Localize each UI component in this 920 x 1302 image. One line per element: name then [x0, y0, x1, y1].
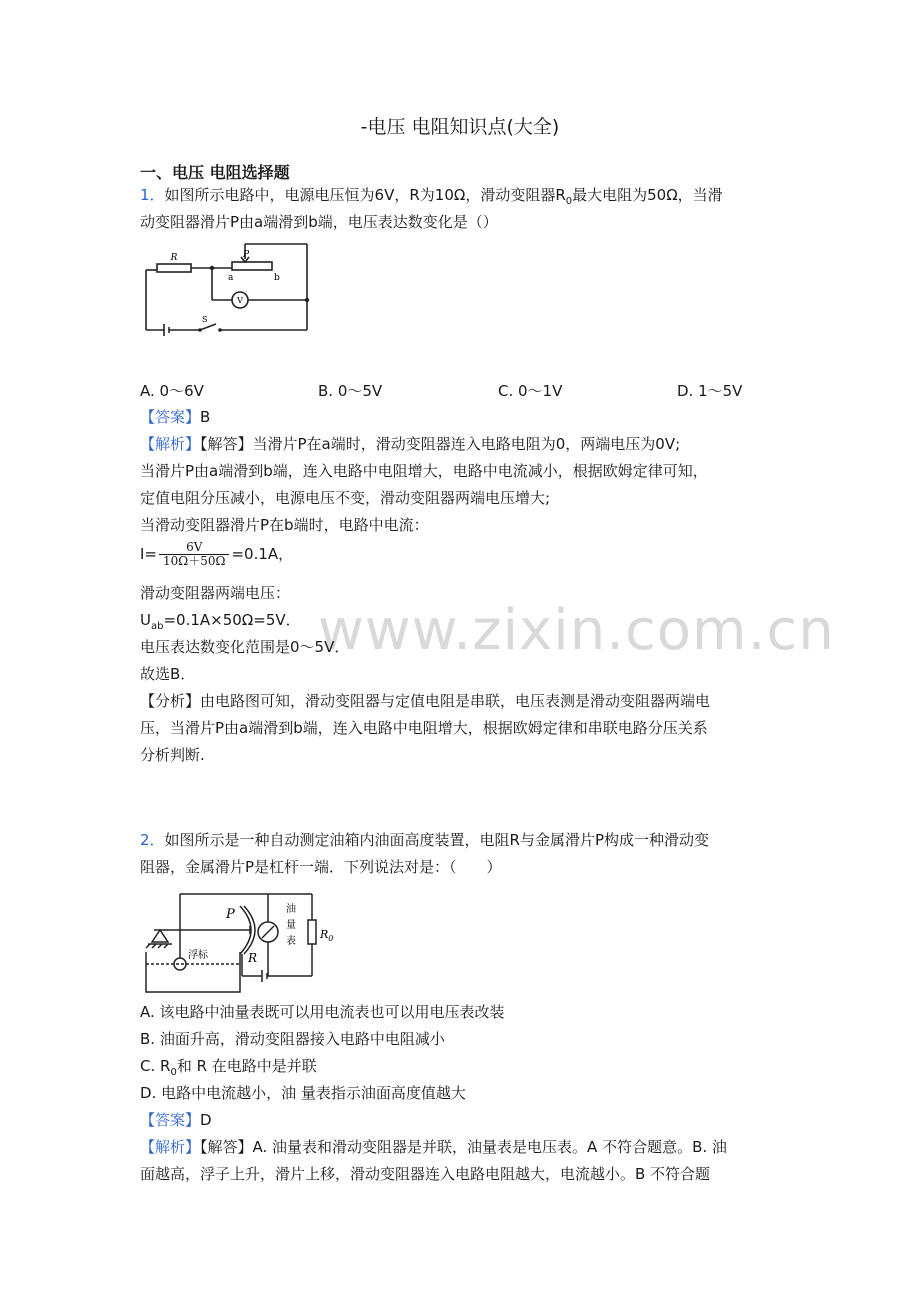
q2-analysis-line-2: 面越高，浮子上升，滑片上移，滑动变阻器连入电路电阻越大，电流越小。B 不符合题: [140, 1165, 711, 1183]
q1-rheostat: [232, 262, 272, 270]
q1-formula-voltage: $U_{ab}=0.1A\times 50\Omega=5V$．: [140, 611, 301, 632]
q1-analysis-line-6: 电压表达数变化范围是0～5V．: [140, 638, 350, 656]
q2-number: 2．: [140, 831, 165, 849]
q1-label-r: R: [170, 253, 178, 263]
q1-analysis-line-1: 【解析】【解答】当滑片P在a端时，滑动变阻器连入电路电阻为0，两端电压为0V;: [140, 435, 681, 453]
q1-analysis-line-3: 定值电阻分压减小，电源电压不变，滑动变阻器两端电压增大;: [140, 489, 551, 507]
q2-resistor-r0: [308, 920, 316, 944]
q1-option-b: B. 0～5V: [318, 382, 383, 400]
q1-analysis-line-7: 故选B．: [140, 665, 196, 683]
q1-label-b: b: [274, 273, 280, 283]
q2-answer-line: [140, 1109, 212, 1131]
q2-label-meter-3: 表: [286, 936, 296, 947]
watermark: www.zixin.com.cn: [318, 598, 835, 663]
q1-label-s: S: [202, 315, 208, 324]
q2-option-d: D. 电路中电流越小，油 量表指示油面高度值越大: [140, 1084, 466, 1102]
q1-resistor-r: [157, 264, 191, 272]
q1-fenxi-line-1: 【分析】由电路图可知，滑动变阻器与定值电阻是串联，电压表测是滑动变阻器两端电: [140, 692, 711, 710]
q1-number: 1．: [140, 186, 165, 204]
q1-answer-line: [140, 406, 210, 428]
section-heading: 一、电压 电阻选择题: [140, 163, 290, 182]
q2-label-meter-2: 量: [286, 920, 296, 931]
q2-float: [174, 958, 186, 970]
q2-analysis-tag: 【解析】: [140, 1138, 201, 1156]
q1-fraction: $\frac{6V}{10\Omega+50\Omega}$: [159, 541, 229, 568]
q1-answer: B: [200, 408, 211, 426]
q2-label-float: 浮标: [188, 950, 208, 961]
q1-analysis-line-4: 当滑动变阻器滑片P在b端时，电路中电流：: [140, 516, 429, 534]
q1-formula-current: I= $\frac{6V}{10\Omega+50\Omega}$ =0.1A，: [140, 540, 294, 568]
q2-option-b: B. 油面升高，滑动变阻器接入电路中电阻减小: [140, 1030, 445, 1048]
q2-option-a: A. 该电路中油量表既可以用电流表也可以用电压表改装: [140, 1003, 505, 1021]
q1-label-p: P: [243, 250, 250, 260]
q1-fenxi-line-3: 分析判断.: [140, 746, 205, 764]
q1-switch: [200, 324, 216, 330]
q1-analysis-tag: 【解析】: [140, 435, 201, 453]
q2-label-p: P: [226, 907, 235, 922]
q2-label-r0: $R_0$: [320, 928, 334, 943]
q1-label-v: V: [237, 296, 243, 305]
q1-answer-tag: 【答案】: [140, 408, 201, 426]
q2-option-c: C. $R_0$和 R 在电路中是并联: [140, 1057, 317, 1078]
q1-fenxi-line-2: 压，当滑片P由a端滑到b端，连入电路中电阻增大，根据欧姆定律和串联电路分压关系: [140, 719, 708, 737]
q1-option-a: A. 0～6V: [140, 382, 204, 400]
q1-analysis-line-2: 当滑片P由a端滑到b端，连入电路中电阻增大，电路中电流减小，根据欧姆定律可知，: [140, 462, 708, 480]
q2-analysis-line-1: 【解析】【解答】A. 油量表和滑动变阻器是并联，油量表是电压表。A 不符合题意。B. 油: [140, 1138, 727, 1156]
q1-circuit-diagram: [140, 240, 315, 340]
q1-label-a: a: [228, 273, 234, 283]
q2-answer: D: [200, 1111, 212, 1129]
q1-stem-line-2: 动变阻器滑片P由a端滑到b端，电压表达数变化是（）: [140, 213, 498, 231]
q1-analysis-line-5: 滑动变阻器两端电压：: [140, 584, 291, 602]
page-title: -电压 电阻知识点(大全): [360, 116, 560, 138]
q1-stem-line-1: 1．如图所示电路中，电源电压恒为6V，R为10Ω，滑动变阻器$R_0$最大电阻为50Ω，当滑: [140, 186, 723, 207]
q2-stem-line-2: 阻器，金属滑片P是杠杆一端．下列说法对是：（ ）: [140, 858, 502, 876]
q1-option-d: D. 1～5V: [677, 382, 743, 400]
q2-label-r: R: [248, 951, 258, 965]
q2-oil-gauge-diagram: [140, 888, 355, 996]
q2-stem-line-1: 2．如图所示是一种自动测定油箱内油面高度装置，电阻R与金属滑片P构成一种滑动变: [140, 831, 710, 849]
q2-label-meter-1: 油: [286, 904, 296, 915]
q1-option-c: C. 0～1V: [498, 382, 563, 400]
q2-answer-tag: 【答案】: [140, 1111, 201, 1129]
